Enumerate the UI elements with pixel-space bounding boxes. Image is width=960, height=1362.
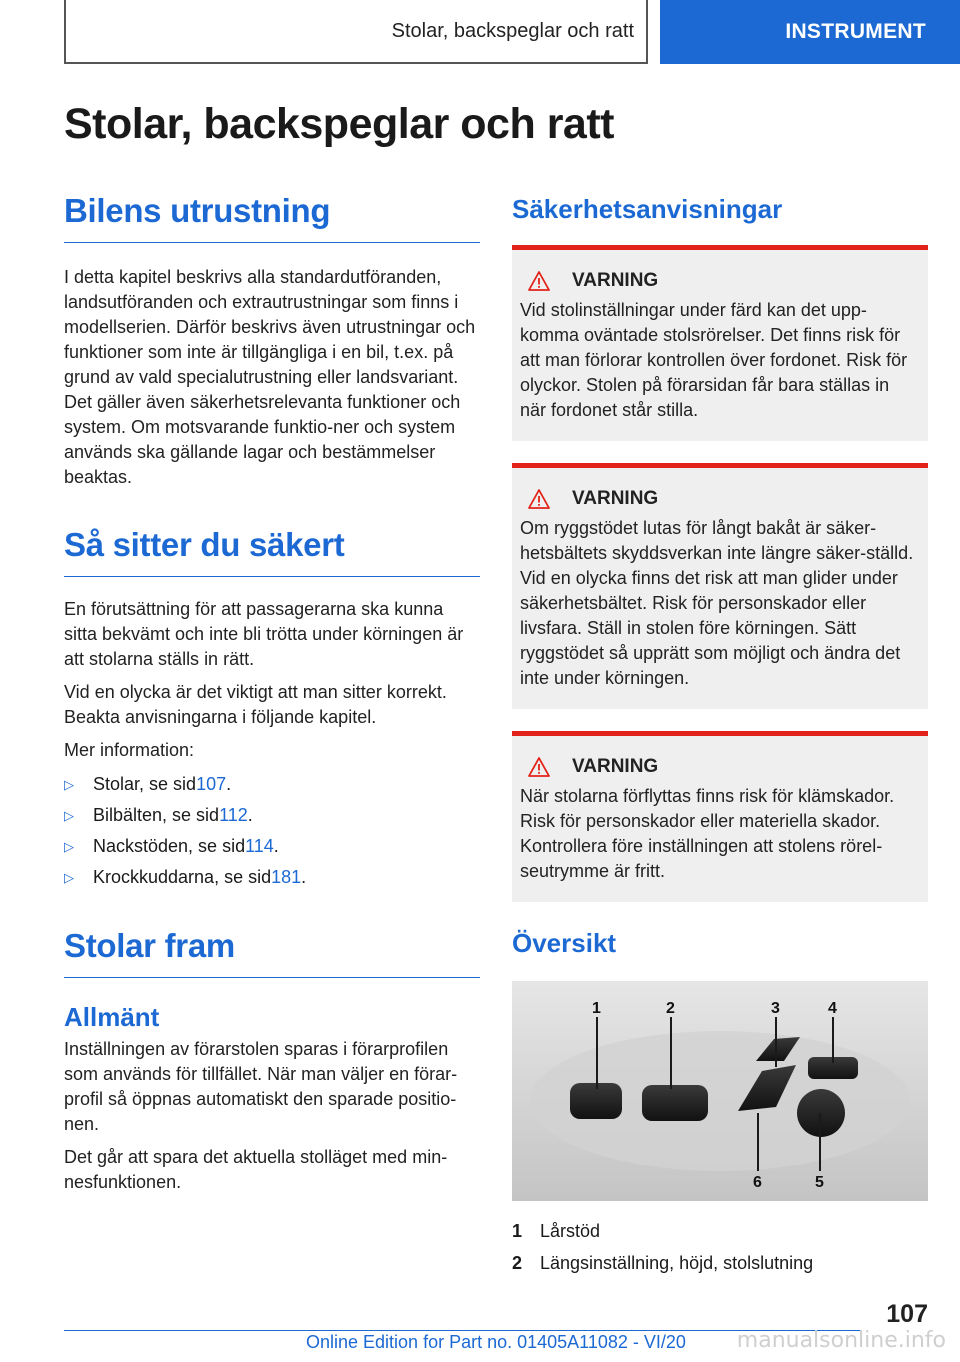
figure-label: 3 [771,1000,780,1017]
paragraph-mer-information: Mer information: [64,740,195,760]
heading-sakerhetsanvisningar: Säkerhetsanvisningar [512,194,783,224]
heading-stolar-fram: Stolar fram [64,927,480,978]
reference-text: Nackstöden, se sid [93,836,246,856]
page-link[interactable]: 114 [245,836,274,856]
list-item: ▷ Stolar, se sid 107 . [64,769,480,800]
warning-triangle-icon [528,757,550,777]
page-link[interactable]: 107 [196,774,227,794]
page-title: Stolar, backspeglar och ratt [64,100,614,148]
warning-triangle-icon [528,271,550,291]
paragraph-allmant-2: Det går att spara det aktuella stolläget med min-nesfunktionen. [64,1147,448,1192]
heading-oversikt: Översikt [512,928,617,958]
warning-box [512,245,928,441]
seat-controls-figure [512,981,928,1201]
header-chapter-tab[interactable] [660,0,960,64]
figure-legend [512,1215,928,1279]
warning-label: VARNING [572,488,659,509]
legend-number: 2 [512,1252,523,1273]
page-link[interactable]: 112 [219,805,248,825]
warning-text: Om ryggstödet lutas för långt bakåt är säker-hetsbältets skyddsverkan inte längre säker-ställd. Vid en olycka finns det risk att man glider under säkerhetsbältet. Risk för personskador eller livsfara. Ställ in stolen före körningen. Sätt ryggstödet så upprätt som möjligt och ändra det inte under körningen. [520,518,914,688]
heading-bilens-utrustning: Bilens utrustning [64,192,480,243]
left-column [64,192,480,1195]
warning-header [520,488,920,510]
header-chapter-label: INSTRUMENT [785,20,926,43]
paragraph-allmant-1: Inställningen av förarstolen sparas i förarprofilen som används för tillfället. När man väljer en förar-profil så öppnas automatiskt den sparade positio-nen. [64,1039,458,1134]
header-section-label: Stolar, backspeglar och ratt [391,19,634,42]
triangle-bullet-icon: ▷ [64,777,74,792]
heading-allmant: Allmänt [64,1002,160,1032]
reference-text: Krockkuddarna, se sid [93,867,272,887]
reference-list [64,769,480,893]
triangle-bullet-icon: ▷ [64,839,74,854]
heading-sa-sitter-du-sakert: Så sitter du säkert [64,526,480,577]
paragraph-bilens-utrustning: I detta kapitel beskrivs alla standardutföranden, landsutföranden och extrautrustningar som finns i modellserien. Därför beskrivs även utrustningar och funktioner som inte är tillgängliga i en bil, t.ex. på grund av vald specialutrustning eller landsvariant. Det gäller även säkerhetsrelevanta funktioner och system. Om motsvarande funktio-ner och system används ska gällande lagar och bestämmelser beaktas. [64,267,476,487]
warning-header [520,756,920,778]
warning-header [520,270,920,292]
warning-box [512,463,928,709]
page-link[interactable]: 181 [271,867,302,887]
figure-label: 5 [815,1174,824,1191]
list-item: ▷ Bilbälten, se sid 112 . [64,800,480,831]
legend-text: Lårstöd [540,1220,601,1241]
warning-label: VARNING [572,270,659,291]
footer-edition: Online Edition for Part no. 01405A11082 - VI/20 [306,1332,686,1352]
legend-number: 1 [512,1220,523,1241]
page-number: 107 [886,1300,928,1328]
warning-text: När stolarna förflyttas finns risk för klämskador. Risk för personskador eller materiella skador. Kontrollera före inställningen att stolens rörel-seutrymme är fritt. [520,786,895,881]
figure-label: 6 [753,1174,762,1191]
warning-text: Vid stolinställningar under färd kan det upp-komma oväntade stolsrörelser. Det finns risk för att man förlorar kontrollen över fordonet. Risk för olyckor. Stolen på förarsidan får bara ställas in när fordonet står stilla. [520,300,908,420]
triangle-bullet-icon: ▷ [64,808,74,823]
seat-controls-illustration [512,981,928,1201]
right-column [512,192,928,1279]
warning-box [512,731,928,902]
list-item: ▷ Nackstöden, se sid 114 . [64,831,480,862]
paragraph-sakert-1: En förutsättning för att passagerarna ska kunna sitta bekvämt och inte bli trötta under körningen är att stolarna ställs in rätt. [64,599,464,669]
legend-row [512,1247,928,1279]
figure-label: 2 [666,1000,675,1017]
paragraph-sakert-2: Vid en olycka är det viktigt att man sitter korrekt. Beakta anvisningarna i följande kapitel. [64,682,447,727]
legend-row [512,1215,928,1247]
warning-triangle-icon [528,489,550,509]
figure-label: 4 [828,1000,837,1017]
triangle-bullet-icon: ▷ [64,870,74,885]
list-item: ▷ Krockkuddarna, se sid 181 . [64,862,480,893]
figure-label: 1 [592,1000,601,1017]
reference-text: Stolar, se sid [93,774,197,794]
reference-text: Bilbälten, se sid [93,805,220,825]
header-section-tab [64,0,648,64]
legend-text: Längsinställning, höjd, stolslutning [540,1252,814,1273]
watermark: manualsonline.info [736,1328,946,1353]
warning-label: VARNING [572,756,659,777]
